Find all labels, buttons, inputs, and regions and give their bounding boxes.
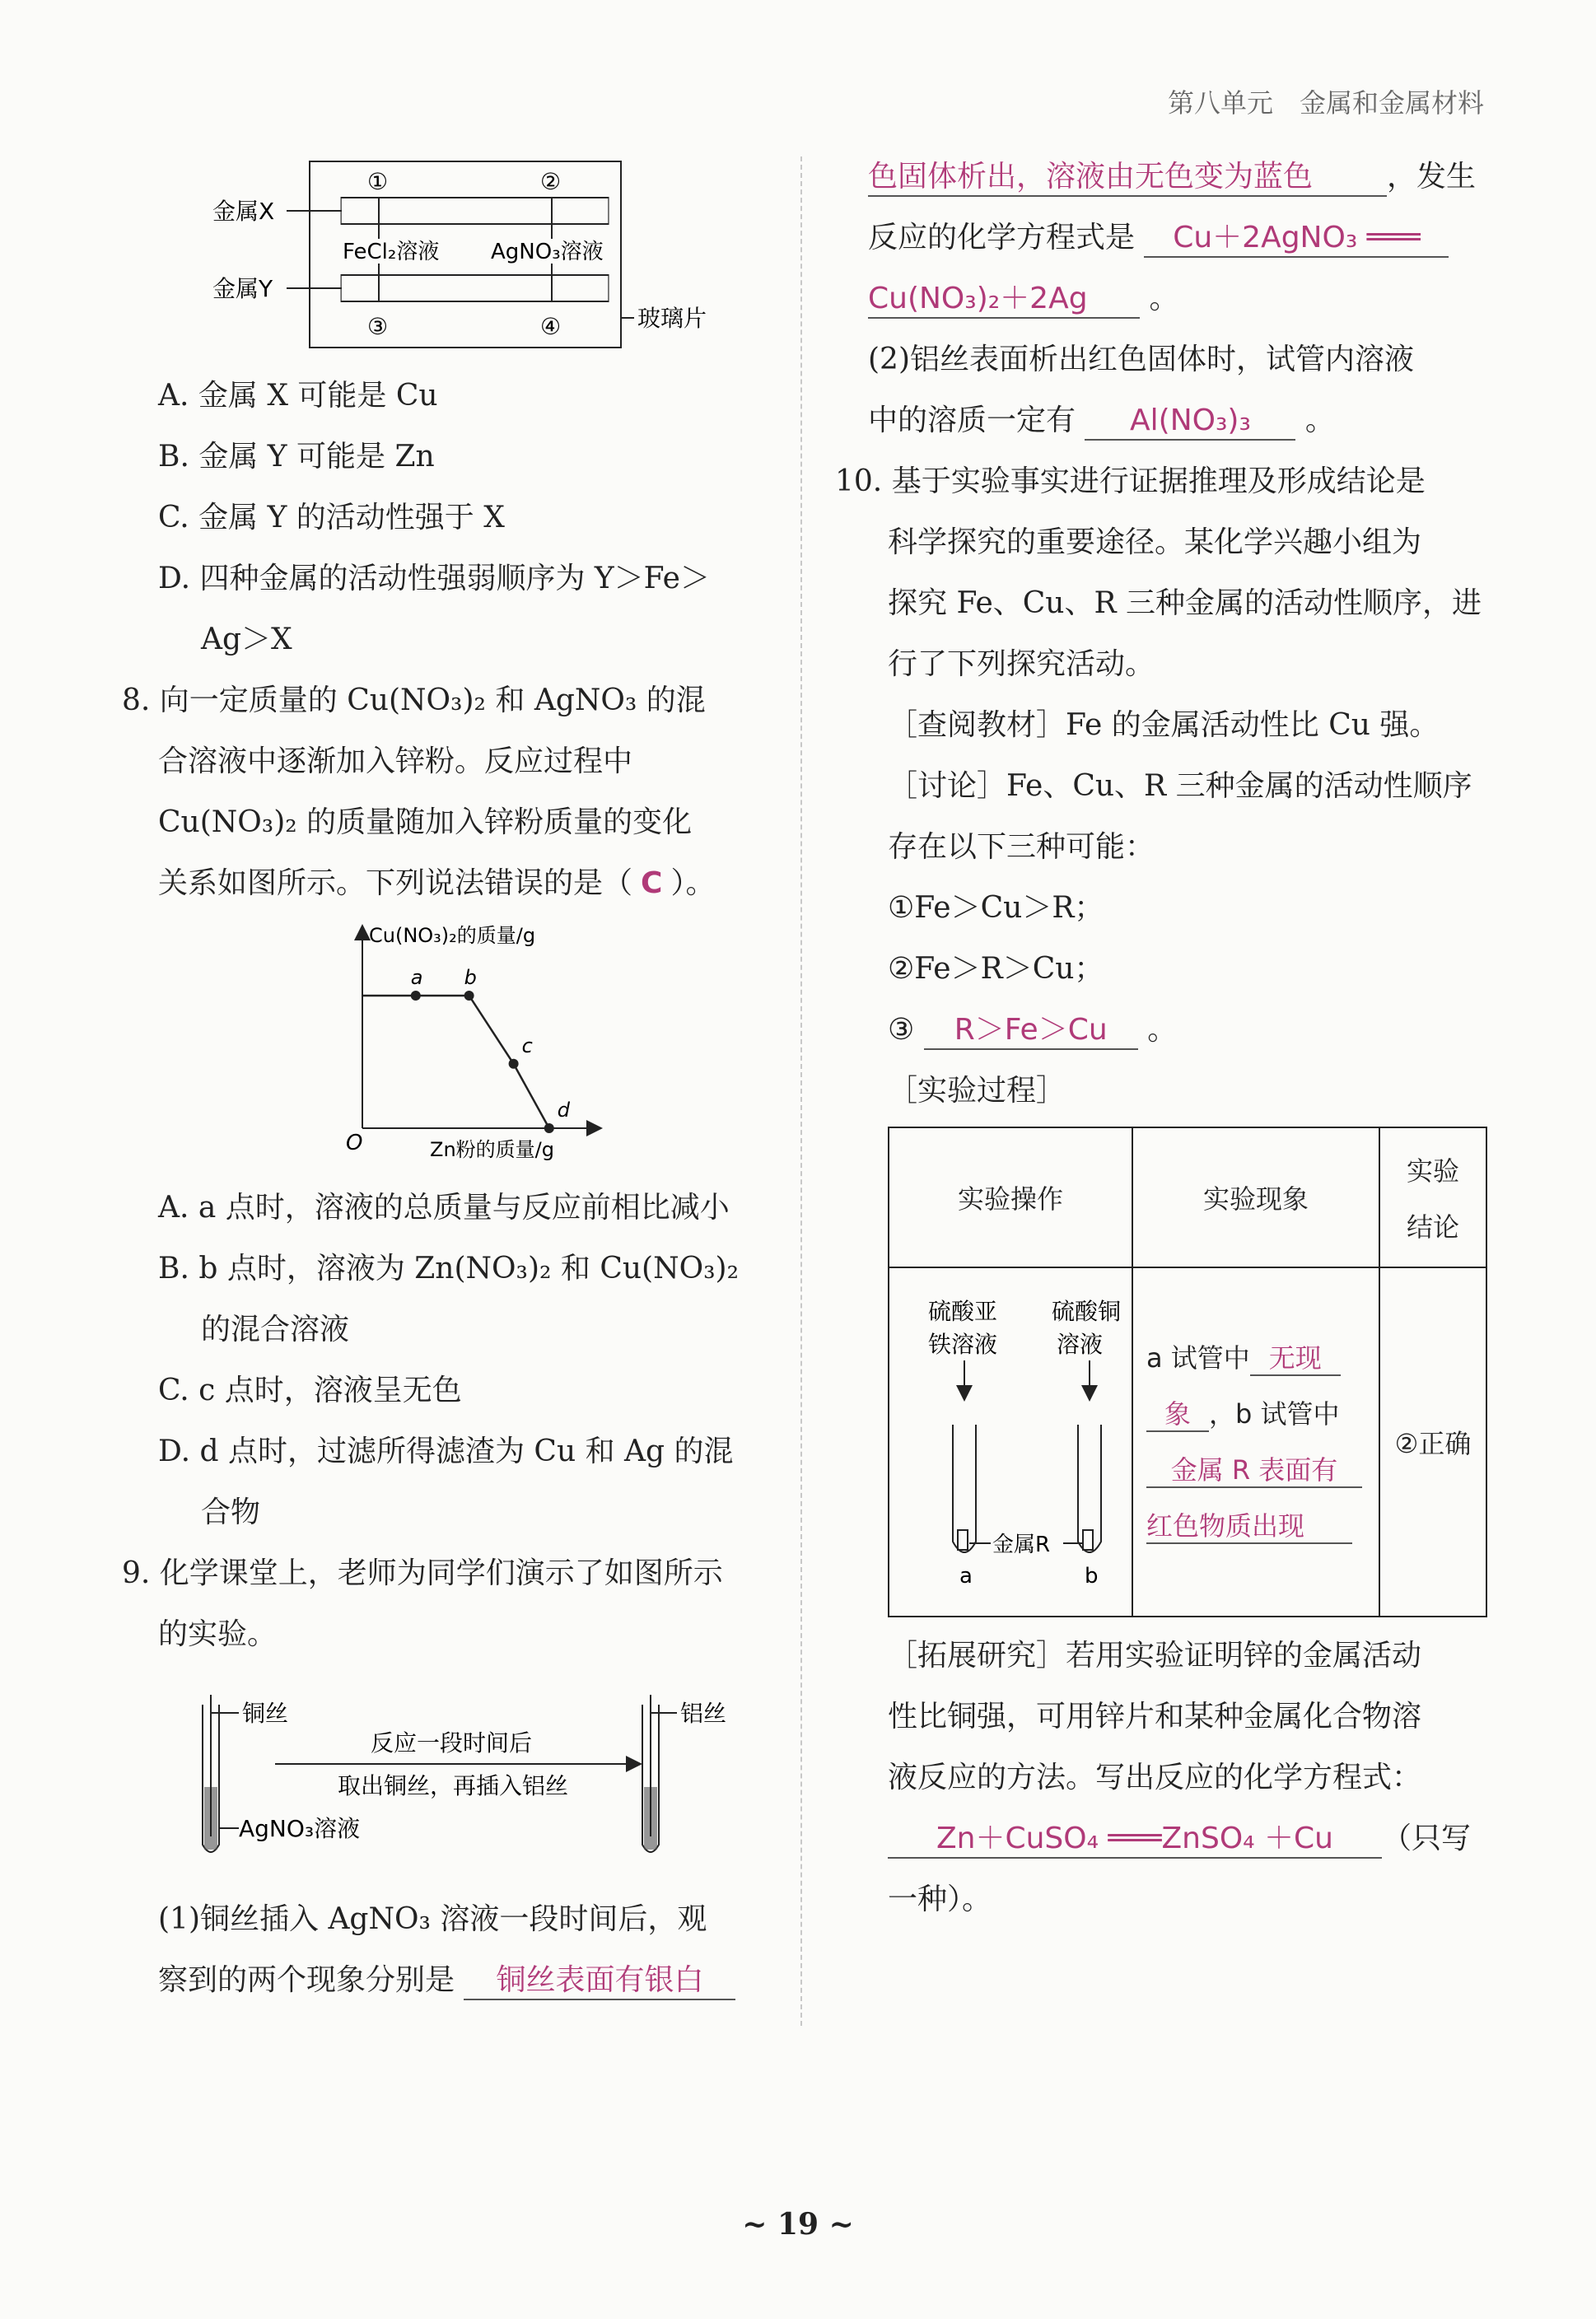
tube-b-label: b [1085,1564,1099,1589]
answer-blank-2: Al(NO₃)₃ [1085,403,1295,441]
q8-line-3: Cu(NO₃)₂ 的质量随加入锌粉质量的变化 [158,805,693,839]
header-operation: 实验操作 [889,1127,1132,1267]
answer-blank-4d: 红色物质出现 [1146,1509,1352,1544]
q10-line-5: ［查阅教材］Fe 的金属活动性比 Cu 强。 [888,708,1440,742]
metal-x-label: 金属X [212,198,275,225]
q9-part2-line1: (2)铝丝表面析出红色固体时，试管内溶液 [868,343,1414,376]
fecl2-label: FeCl₂溶液 [343,240,440,264]
metal-y-strip [341,275,609,301]
conclusion-cell: ②正确 [1379,1267,1486,1617]
column-divider [800,156,802,2026]
point-label-a: a [410,966,423,989]
series-line [362,996,549,1128]
answer-blank-4a: 无现 [1250,1341,1341,1376]
q10-line-2: 科学探究的重要途径。某化学兴趣小组为 [888,525,1422,559]
q8-line-2: 合溶液中逐渐加入锌粉。反应过程中 [158,744,633,778]
point-c [509,1059,519,1069]
spot-3: ③ [367,313,389,340]
q8-option-d: D. d 点时，过滤所得滤渣为 Cu 和 Ag 的混 [158,1435,734,1468]
q8-option-c: C. c 点时，溶液呈无色 [158,1374,462,1407]
q9-part2-line2: 中的溶质一定有 Al(NO₃)₃ 。 [868,390,1335,451]
header-conclusion: 实验 结论 [1379,1127,1486,1267]
y-axis-label: Cu(NO₃)₂的质量/g [369,924,536,947]
aluminum-label: 铝丝 [680,1700,727,1727]
tube-b-solution-1: 硫酸铜 [1052,1298,1122,1325]
ext-line-3: 液反应的方法。写出反应的化学方程式： [888,1761,1422,1794]
q9-part1-line2: 察到的两个现象分别是 铜丝表面有银白 [158,1950,735,2011]
q10-line-10: ③ R＞Fe＞Cu 。 [888,1000,1177,1061]
arrow-bottom-text: 取出铜丝，再插入铝丝 [338,1772,569,1799]
experiment-table [888,1127,1487,1617]
tube-b-solution-2: 溶液 [1057,1331,1104,1358]
phenomenon-cell: a 试管中 无现 象 ，b 试管中 金属 R 表面有 红色物质出现 [1132,1267,1379,1617]
answer-blank-4b: 象 [1146,1397,1209,1432]
q8-answer: C [641,866,663,900]
ext-line-5: 一种）。 [888,1883,992,1916]
q7-option-b: B. 金属 Y 可能是 Zn [158,440,435,474]
q10-line-4: 行了下列探究活动。 [888,647,1155,681]
answer-blank-1b: 色固体析出，溶液由无色变为蓝色 [868,159,1387,197]
q7-option-d-cont: Ag＞X [201,623,292,656]
q9-line-1: 9. 化学课堂上，老师为同学们演示了如图所示 [122,1556,723,1590]
tubes-figure [895,1286,1126,1591]
metal-r-a [958,1530,968,1550]
glass-label: 玻璃片 [637,305,707,332]
header-phenomenon: 实验现象 [1132,1127,1379,1267]
q9-part1-line4: 反应的化学方程式是 Cu＋2AgNO₃ ═══ [868,208,1449,268]
q8-line-4: 关系如图所示。下列说法错误的是（ C ）。 [158,866,716,900]
ext-line-4: Zn＋CuSO₄ ═══ZnSO₄ ＋Cu （只写 [888,1808,1471,1869]
equation-blank-2: Zn＋CuSO₄ ═══ZnSO₄ ＋Cu [888,1821,1382,1859]
metal-y-label: 金属Y [212,275,273,302]
agno3-label: AgNO₃溶液 [491,240,604,264]
tube-a-solution-2: 铁溶液 [928,1331,998,1358]
tube-a-label: a [959,1564,973,1589]
equation-blank-1b: Cu(NO₃)₂＋2Ag [868,281,1140,319]
q9-part1-line3: 色固体析出，溶液由无色变为蓝色 ，发生 [868,147,1476,208]
origin-label: O [346,1131,363,1155]
q8-option-b: B. b 点时，溶液为 Zn(NO₃)₂ 和 Cu(NO₃)₂ [158,1252,740,1285]
page-number: ~ 19 ~ [742,2207,854,2242]
point-a [411,991,421,1001]
point-d [544,1123,554,1133]
x-axis-label: Zn粉的质量/g [430,1138,554,1161]
q10-line-8: ①Fe＞Cu＞R； [888,891,1104,925]
test-tube-b [1078,1425,1101,1552]
q10-line-1: 10. 基于实验事实进行证据推理及形成结论是 [835,464,1426,498]
ext-line-2: 性比铜强，可用锌片和某种金属化合物溶 [888,1700,1422,1733]
solution-label: AgNO₃溶液 [239,1815,361,1842]
q8-option-a: A. a 点时，溶液的总质量与反应前相比减小 [158,1191,730,1225]
tube-a-solution-1: 硫酸亚 [928,1298,998,1325]
answer-blank-4c: 金属 R 表面有 [1146,1453,1362,1488]
spot-2: ② [540,168,562,195]
ext-line-1: ［拓展研究］若用实验证明锌的金属活动 [888,1639,1422,1673]
q8-option-d-cont: 合物 [201,1495,261,1529]
point-label-d: d [557,1099,571,1122]
operation-cell [889,1267,1132,1617]
process-heading: ［实验过程］ [888,1074,1066,1108]
test-tube-a [953,1425,976,1552]
q9-line-2: 的实验。 [158,1617,278,1651]
answer-blank-1a: 铜丝表面有银白 [464,1962,735,2000]
copper-label: 铜丝 [242,1700,289,1727]
spot-4: ④ [540,313,562,340]
q9-part1-line5: Cu(NO₃)₂＋2Ag 。 [868,268,1178,329]
q7-option-c: C. 金属 Y 的活动性强于 X [158,501,505,534]
metal-r-label: 金属R [992,1533,1051,1557]
q7-option-a: A. 金属 X 可能是 Cu [158,379,438,413]
equation-blank-1a: Cu＋2AgNO₃ ═══ [1144,220,1449,258]
q8-chart [338,922,609,1169]
answer-blank-3: R＞Fe＞Cu [924,1012,1138,1050]
metal-x-strip [341,198,609,224]
q10-line-9: ②Fe＞R＞Cu； [888,952,1104,986]
point-b [464,991,474,1001]
point-label-b: b [464,966,477,989]
q10-line-6: ［讨论］Fe、Cu、R 三种金属的活动性顺序 [888,769,1472,803]
q10-line-3: 探究 Fe、Cu、R 三种金属的活动性顺序，进 [888,586,1482,620]
q10-line-7: 存在以下三种可能： [888,830,1155,864]
page-header: 第八单元 金属和金属材料 [1167,87,1484,119]
q9-part1-line1: (1)铜丝插入 AgNO₃ 溶液一段时间后，观 [158,1902,707,1936]
q8-line-1: 8. 向一定质量的 Cu(NO₃)₂ 和 AgNO₃ 的混 [122,684,706,717]
arrow-top-text: 反应一段时间后 [371,1729,533,1757]
metal-r-b [1083,1530,1093,1550]
q7-option-d: D. 四种金属的活动性强弱顺序为 Y＞Fe＞ [158,562,710,595]
point-label-c: c [521,1034,533,1057]
q8-option-b-cont: 的混合溶液 [201,1313,350,1346]
metal-plate-figure [206,156,733,354]
spot-1: ① [367,168,389,195]
q9-figure [189,1688,766,1878]
